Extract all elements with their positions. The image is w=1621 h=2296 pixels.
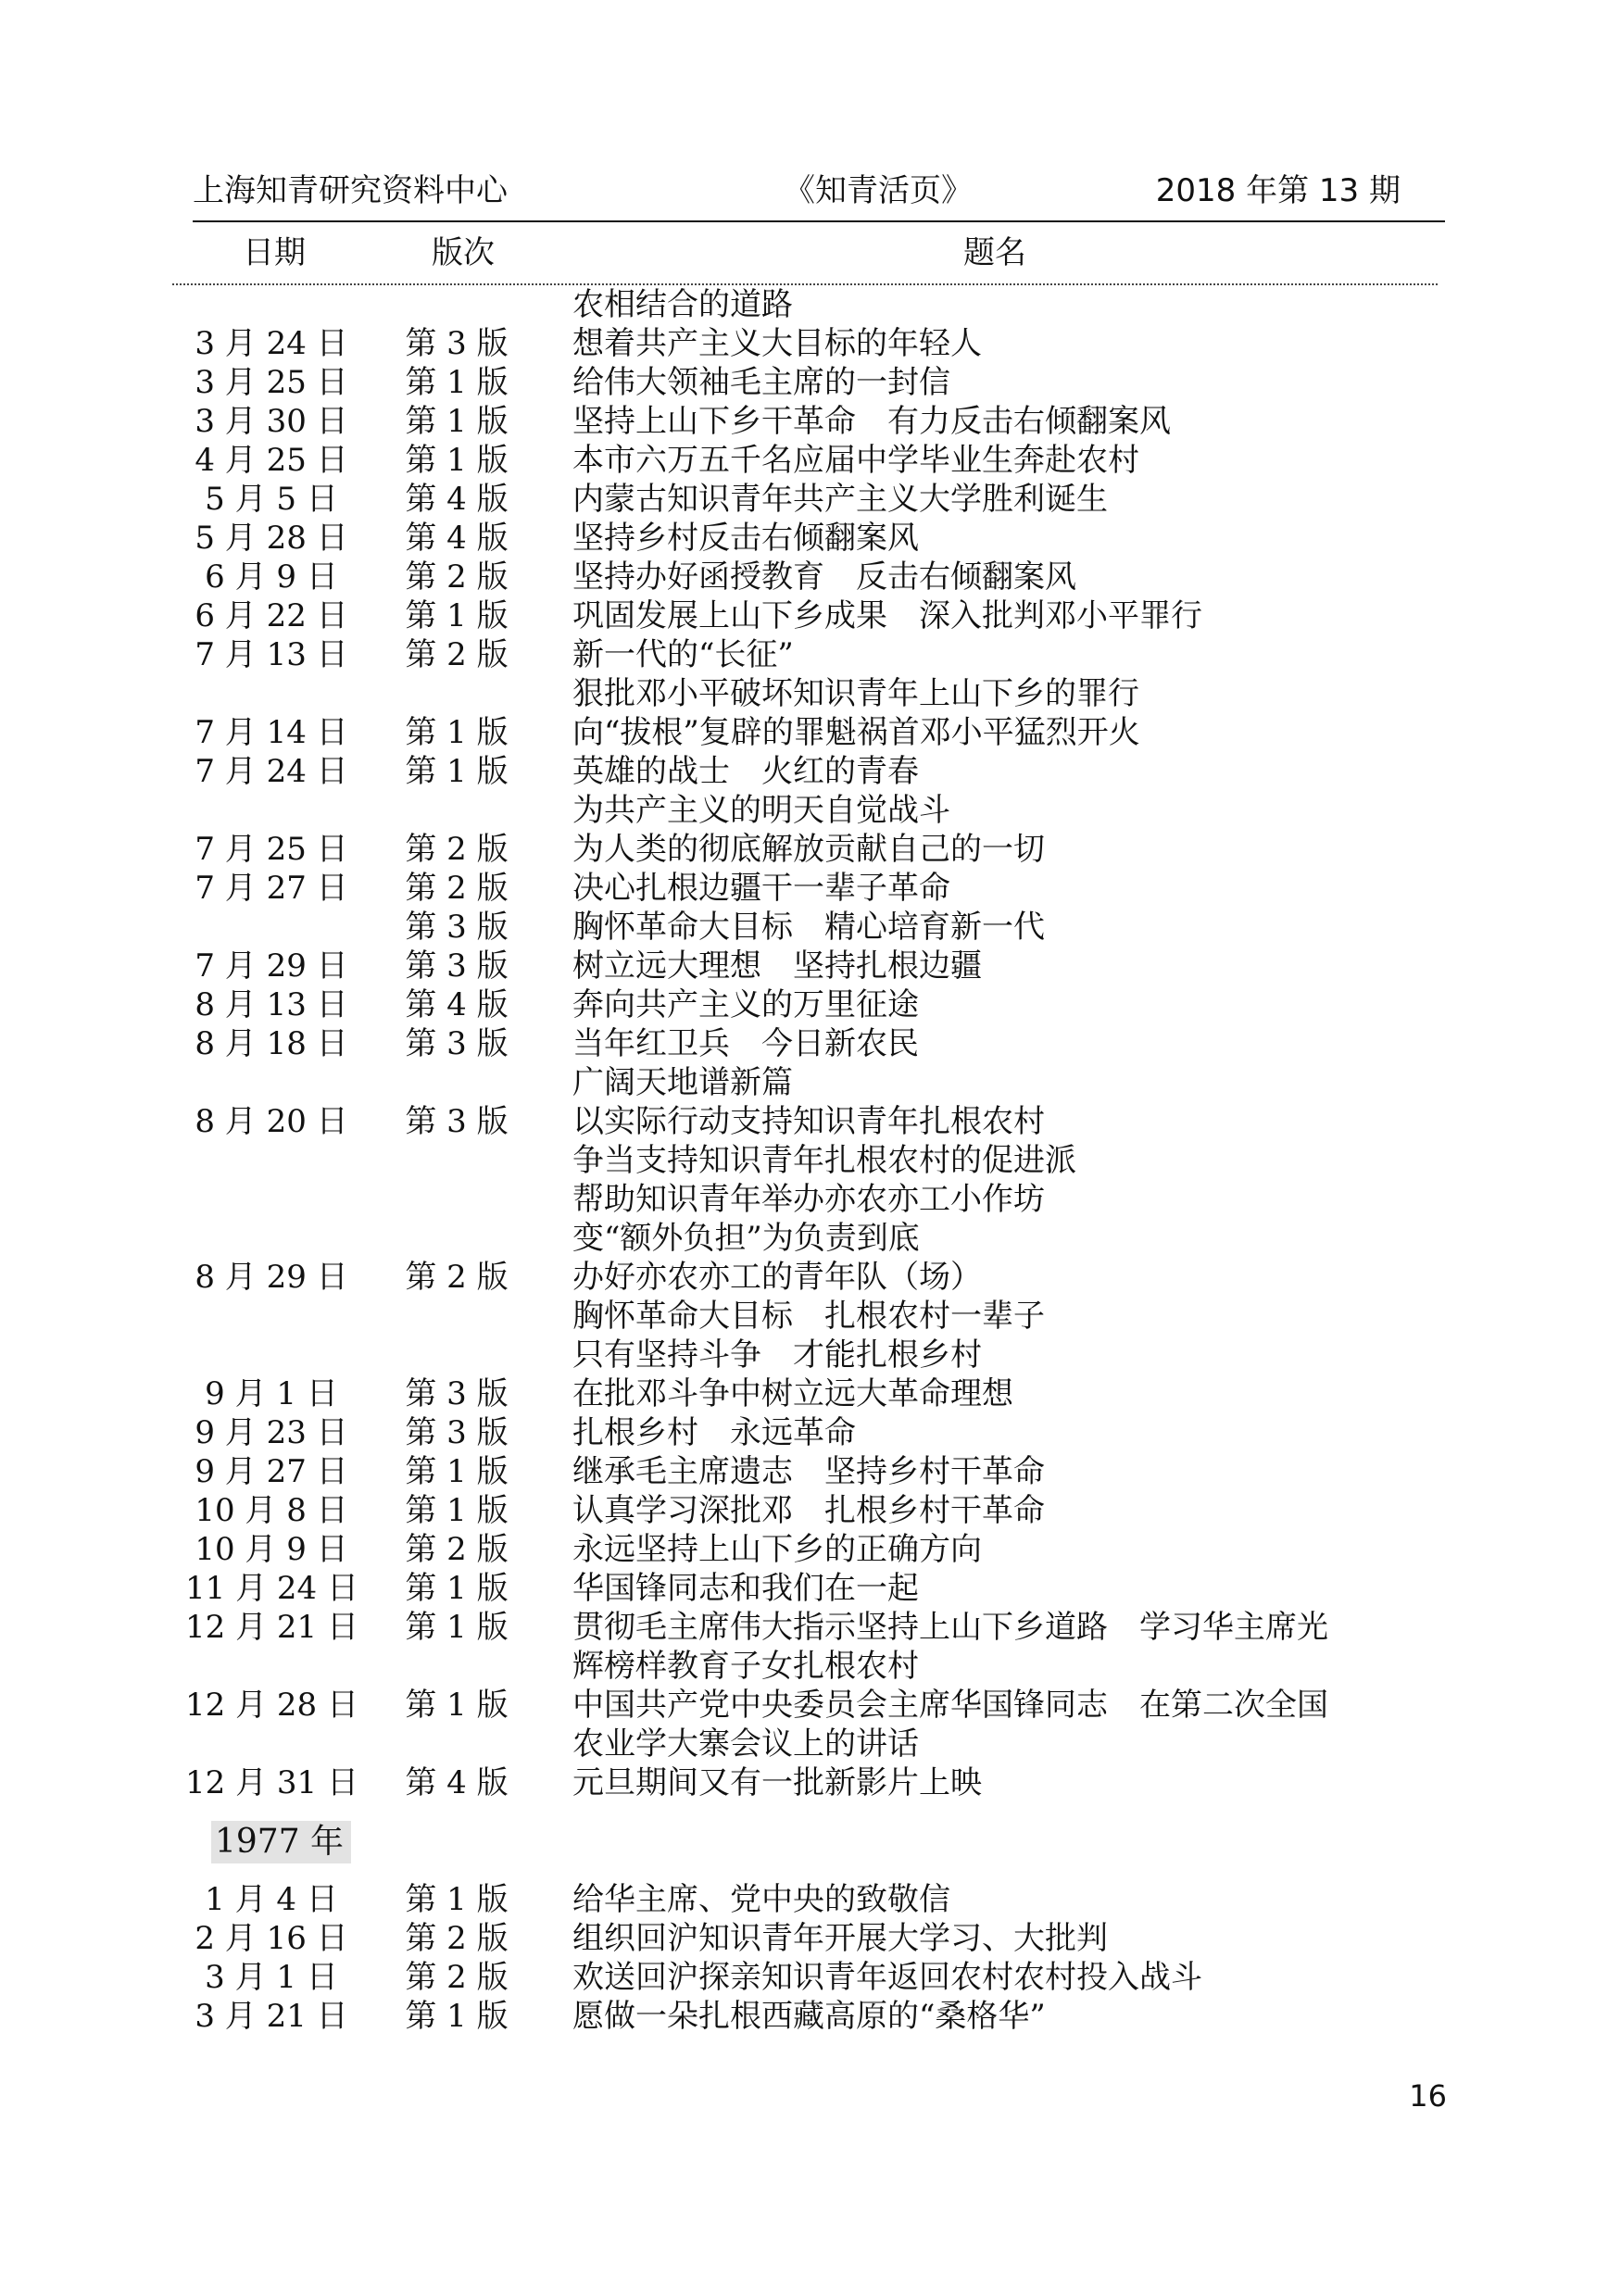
table-row — [0, 363, 1621, 402]
table-row — [0, 947, 1621, 985]
row-edition: 第 1 版 — [405, 403, 509, 440]
row-date: 7 月 13 日 — [195, 636, 348, 673]
row-title: 元旦期间又有一批新影片上映 — [572, 1764, 982, 1801]
row-title: 树立远大理想 坚持扎根边疆 — [572, 947, 982, 985]
table-row — [0, 1647, 1621, 1686]
row-title: 新一代的“长征” — [572, 636, 794, 673]
table-row — [0, 1219, 1621, 1258]
row-date: 8 月 29 日 — [195, 1259, 348, 1296]
table-row — [0, 635, 1621, 674]
year-section — [0, 1802, 1621, 1880]
row-edition: 第 2 版 — [405, 636, 509, 673]
table-row — [0, 908, 1621, 947]
row-title: 组织回沪知识青年开展大学习、大批判 — [572, 1920, 1108, 1957]
row-title: 只有坚持斗争 才能扎根乡村 — [572, 1336, 982, 1374]
row-edition: 第 1 版 — [405, 1492, 509, 1529]
row-date: 5 月 28 日 — [195, 520, 348, 557]
table-row — [0, 480, 1621, 519]
row-title: 办好亦农亦工的青年队（场） — [572, 1259, 982, 1296]
table-row — [0, 1919, 1621, 1958]
row-title: 坚持上山下乡干革命 有力反击右倾翻案风 — [572, 403, 1171, 440]
row-title: 奔向共产主义的万里征途 — [572, 986, 919, 1023]
table-row — [0, 519, 1621, 558]
row-edition: 第 1 版 — [405, 753, 509, 790]
row-title: 帮助知识青年举办亦农亦工小作坊 — [572, 1181, 1045, 1218]
row-title: 广阔天地谱新篇 — [572, 1064, 793, 1101]
row-edition: 第 1 版 — [405, 364, 509, 401]
table-row — [0, 752, 1621, 791]
table-row — [0, 1141, 1621, 1180]
table-row — [0, 285, 1621, 324]
header-organization: 上海知青研究资料中心 — [193, 172, 508, 209]
row-edition: 第 4 版 — [405, 481, 509, 518]
row-edition: 第 1 版 — [405, 1453, 509, 1490]
table-row — [0, 324, 1621, 363]
row-title: 本市六万五千名应届中学毕业生奔赴农村 — [572, 442, 1139, 479]
row-title: 辉榜样教育子女扎根农村 — [572, 1648, 919, 1685]
row-title: 中国共产党中央委员会主席华国锋同志 在第二次全国 — [572, 1687, 1328, 1724]
table-row — [0, 869, 1621, 908]
row-date: 9 月 1 日 — [205, 1375, 338, 1412]
row-title: 决心扎根边疆干一辈子革命 — [572, 870, 950, 907]
row-edition: 第 1 版 — [405, 1609, 509, 1646]
table-row — [0, 1997, 1621, 2036]
table-row — [0, 1686, 1621, 1725]
column-header-title: 题名 — [963, 234, 1026, 271]
row-title: 内蒙古知识青年共产主义大学胜利诞生 — [572, 481, 1108, 518]
row-date: 7 月 14 日 — [195, 714, 348, 751]
row-title: 欢送回沪探亲知识青年返回农村农村投入战斗 — [572, 1959, 1202, 1996]
row-date: 3 月 21 日 — [195, 1998, 348, 2035]
row-date: 6 月 22 日 — [195, 597, 348, 634]
row-date: 3 月 25 日 — [195, 364, 348, 401]
table-row — [0, 1569, 1621, 1608]
row-date: 7 月 29 日 — [195, 947, 348, 985]
table-row — [0, 1413, 1621, 1452]
row-edition: 第 4 版 — [405, 1764, 509, 1801]
row-title: 农业学大寨会议上的讲话 — [572, 1725, 919, 1763]
row-date: 9 月 27 日 — [195, 1453, 348, 1490]
row-edition: 第 2 版 — [405, 870, 509, 907]
row-date: 8 月 20 日 — [195, 1103, 348, 1140]
row-date: 8 月 13 日 — [195, 986, 348, 1023]
row-title: 在批邓斗争中树立远大革命理想 — [572, 1375, 1013, 1412]
row-edition: 第 2 版 — [405, 1531, 509, 1568]
row-date: 2 月 16 日 — [195, 1920, 348, 1957]
row-edition: 第 3 版 — [405, 1414, 509, 1451]
row-title: 争当支持知识青年扎根农村的促进派 — [572, 1142, 1076, 1179]
row-edition: 第 3 版 — [405, 947, 509, 985]
header-rule — [193, 220, 1445, 222]
table-row — [0, 1336, 1621, 1374]
row-title: 愿做一朵扎根西藏高原的“桑格华” — [572, 1998, 1046, 2035]
row-title: 胸怀革命大目标 精心培育新一代 — [572, 909, 1045, 946]
table-row — [0, 1180, 1621, 1219]
row-title: 坚持乡村反击右倾翻案风 — [572, 520, 919, 557]
row-date: 3 月 1 日 — [205, 1959, 338, 1996]
row-title: 当年红卫兵 今日新农民 — [572, 1025, 919, 1062]
table-row — [0, 402, 1621, 441]
row-edition: 第 2 版 — [405, 1920, 509, 1957]
row-edition: 第 2 版 — [405, 1259, 509, 1296]
table-row — [0, 558, 1621, 596]
table-row — [0, 1763, 1621, 1802]
row-date: 11 月 24 日 — [185, 1570, 358, 1607]
row-title: 扎根乡村 永远革命 — [572, 1414, 856, 1451]
table-row — [0, 1491, 1621, 1530]
row-date: 5 月 5 日 — [205, 481, 338, 518]
table-row — [0, 830, 1621, 869]
row-title: 变“额外负担”为负责到底 — [572, 1220, 920, 1257]
row-date: 10 月 9 日 — [195, 1531, 348, 1568]
row-title: 继承毛主席遗志 坚持乡村干革命 — [572, 1453, 1045, 1490]
row-edition: 第 2 版 — [405, 831, 509, 868]
row-date: 7 月 24 日 — [195, 753, 348, 790]
table-row — [0, 1024, 1621, 1063]
row-date: 9 月 23 日 — [195, 1414, 348, 1451]
row-date: 7 月 25 日 — [195, 831, 348, 868]
row-edition: 第 3 版 — [405, 1103, 509, 1140]
row-title: 英雄的战士 火红的青春 — [572, 753, 919, 790]
row-title: 坚持办好函授教育 反击右倾翻案风 — [572, 558, 1076, 596]
row-date: 6 月 9 日 — [205, 558, 338, 596]
row-edition: 第 2 版 — [405, 1959, 509, 1996]
header-issue: 2018 年第 13 期 — [1155, 172, 1401, 209]
row-date: 10 月 8 日 — [195, 1492, 348, 1529]
table-row — [0, 1374, 1621, 1413]
row-edition: 第 1 版 — [405, 714, 509, 751]
row-date: 4 月 25 日 — [195, 442, 348, 479]
row-title: 永远坚持上山下乡的正确方向 — [572, 1531, 982, 1568]
row-edition: 第 3 版 — [405, 909, 509, 946]
row-edition: 第 2 版 — [405, 558, 509, 596]
row-edition: 第 1 版 — [405, 1881, 509, 1918]
table-row — [0, 1880, 1621, 1919]
table-row — [0, 1530, 1621, 1569]
row-title: 给伟大领袖毛主席的一封信 — [572, 364, 950, 401]
table-row — [0, 1452, 1621, 1491]
row-title: 认真学习深批邓 扎根乡村干革命 — [572, 1492, 1045, 1529]
table-row — [0, 674, 1621, 713]
row-title: 贯彻毛主席伟大指示坚持上山下乡道路 学习华主席光 — [572, 1609, 1328, 1646]
row-date: 7 月 27 日 — [195, 870, 348, 907]
row-edition: 第 3 版 — [405, 1025, 509, 1062]
row-date: 3 月 24 日 — [195, 325, 348, 362]
row-title: 想着共产主义大目标的年轻人 — [572, 325, 982, 362]
table-row — [0, 1297, 1621, 1336]
row-date: 12 月 31 日 — [185, 1764, 358, 1801]
table-row — [0, 1725, 1621, 1763]
row-edition: 第 3 版 — [405, 325, 509, 362]
header-publication: 《知青活页》 — [784, 172, 973, 209]
row-date: 1 月 4 日 — [205, 1881, 338, 1918]
row-title: 巩固发展上山下乡成果 深入批判邓小平罪行 — [572, 597, 1202, 634]
page-header — [193, 163, 1445, 219]
row-edition: 第 1 版 — [405, 1570, 509, 1607]
row-edition: 第 1 版 — [405, 597, 509, 634]
table-row — [0, 1958, 1621, 1997]
page-number: 16 — [1409, 2078, 1447, 2114]
row-date: 12 月 28 日 — [185, 1687, 358, 1724]
row-title: 为共产主义的明天自觉战斗 — [572, 792, 950, 829]
row-date: 3 月 30 日 — [195, 403, 348, 440]
article-index-list — [0, 285, 1621, 2036]
table-row — [0, 985, 1621, 1024]
row-edition: 第 4 版 — [405, 986, 509, 1023]
column-header-edition: 版次 — [432, 234, 495, 271]
table-row — [0, 1608, 1621, 1647]
row-title: 胸怀革命大目标 扎根农村一辈子 — [572, 1298, 1045, 1335]
column-header-date: 日期 — [243, 234, 306, 271]
row-title: 向“拔根”复辟的罪魁祸首邓小平猛烈开火 — [572, 714, 1140, 751]
table-row — [0, 713, 1621, 752]
table-row — [0, 1258, 1621, 1297]
table-row — [0, 791, 1621, 830]
row-title: 华国锋同志和我们在一起 — [572, 1570, 919, 1607]
row-edition: 第 3 版 — [405, 1375, 509, 1412]
row-date: 8 月 18 日 — [195, 1025, 348, 1062]
table-row — [0, 1102, 1621, 1141]
row-date: 12 月 21 日 — [185, 1609, 358, 1646]
row-title: 狠批邓小平破坏知识青年上山下乡的罪行 — [572, 675, 1139, 712]
table-row — [0, 596, 1621, 635]
row-edition: 第 1 版 — [405, 1998, 509, 2035]
row-title: 农相结合的道路 — [572, 286, 793, 323]
table-row — [0, 1063, 1621, 1102]
row-title: 以实际行动支持知识青年扎根农村 — [572, 1103, 1045, 1140]
row-edition: 第 1 版 — [405, 1687, 509, 1724]
row-edition: 第 4 版 — [405, 520, 509, 557]
table-row — [0, 441, 1621, 480]
row-edition: 第 1 版 — [405, 442, 509, 479]
row-title: 给华主席、党中央的致敬信 — [572, 1881, 950, 1918]
year-heading: 1977 年 — [211, 1821, 351, 1863]
row-title: 为人类的彻底解放贡献自己的一切 — [572, 831, 1045, 868]
